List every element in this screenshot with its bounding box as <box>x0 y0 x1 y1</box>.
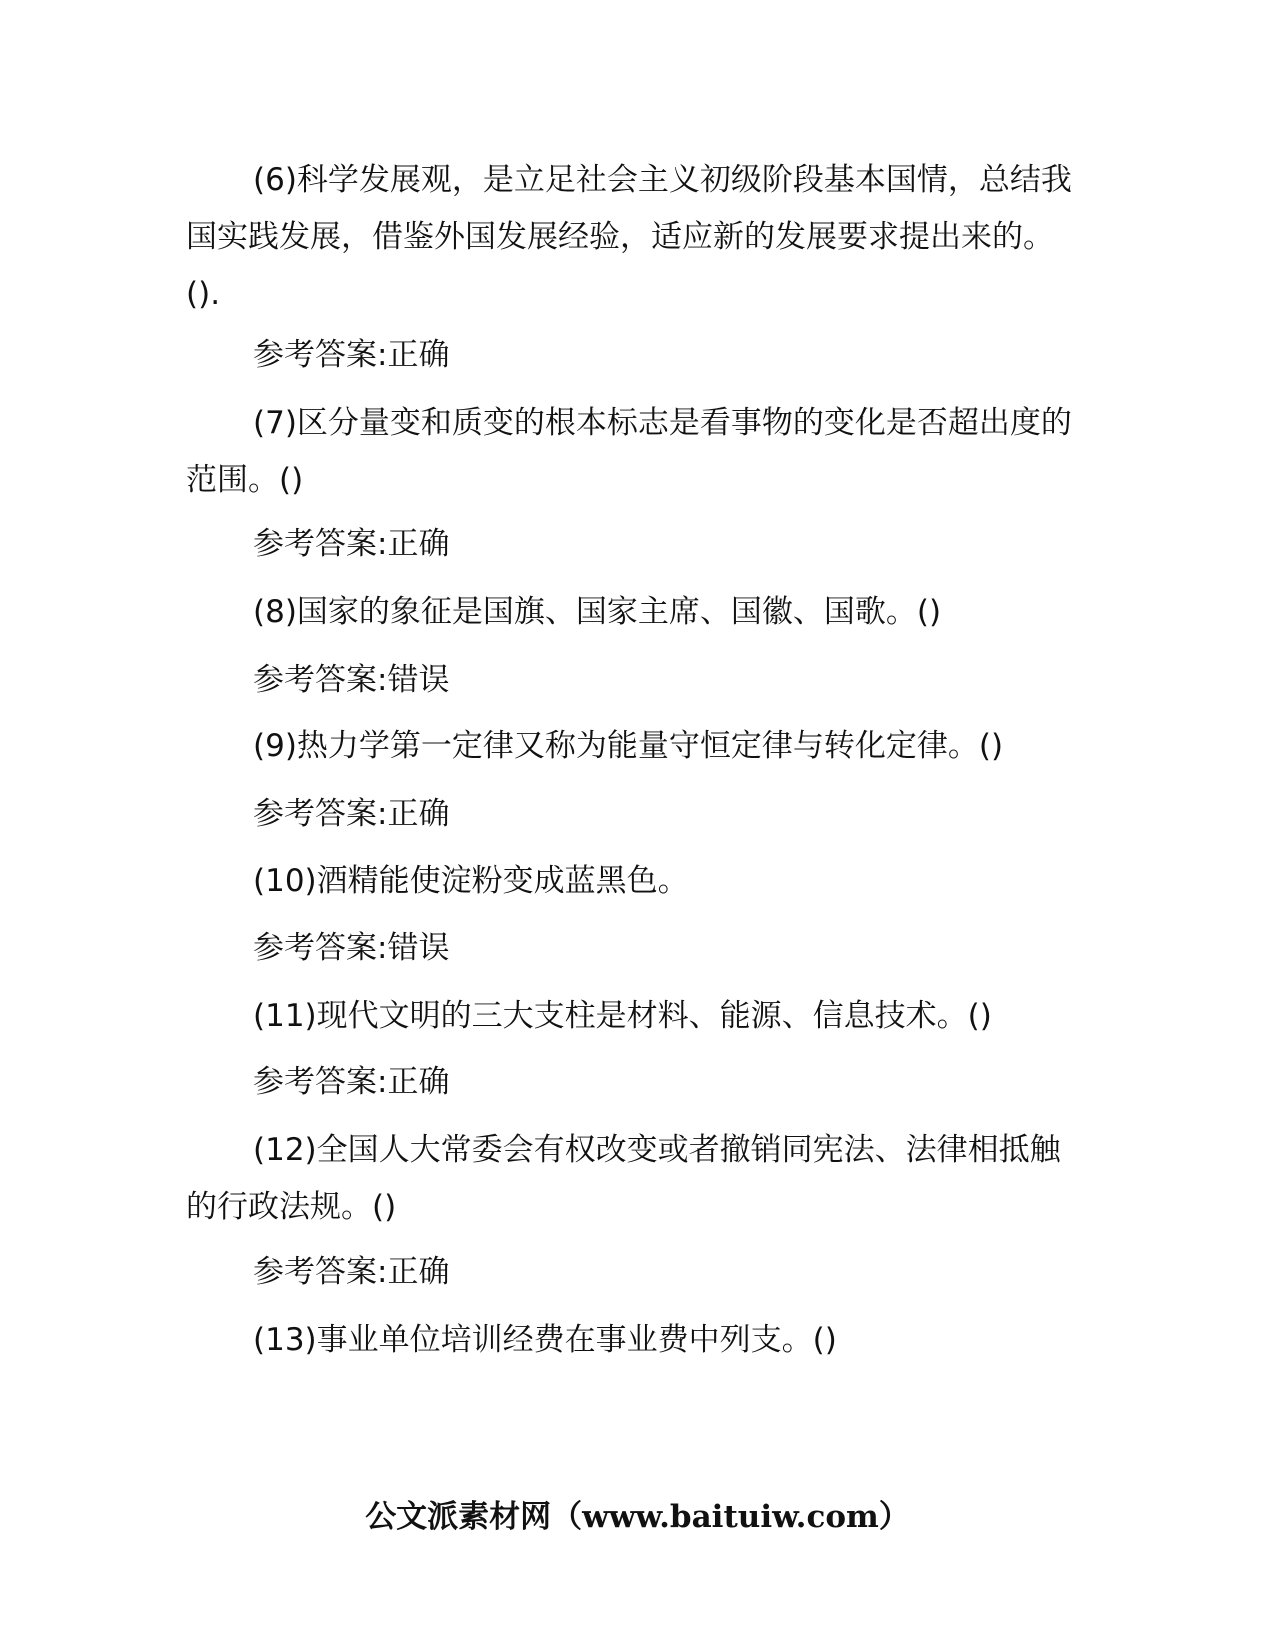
answer-6: 参考答案:正确 <box>253 337 450 373</box>
answer-12: 参考答案:正确 <box>253 1254 450 1290</box>
answer-8: 参考答案:错误 <box>253 662 450 698</box>
question-7: (7)区分量变和质变的根本标志是看事物的变化是否超出度的范围。() <box>186 405 1072 498</box>
question-11: (11)现代文明的三大支柱是材料、能源、信息技术。() <box>253 998 992 1034</box>
answer-7: 参考答案:正确 <box>253 526 450 562</box>
answer-9: 参考答案:正确 <box>253 796 450 832</box>
answer-10: 参考答案:错误 <box>253 930 450 966</box>
question-10: (10)酒精能使淀粉变成蓝黑色。 <box>253 863 689 899</box>
question-12: (12)全国人大常委会有权改变或者撤销同宪法、法律相抵触的行政法规。() <box>186 1132 1061 1225</box>
question-6: (6)科学发展观，是立足社会主义初级阶段基本国情，总结我国实践发展，借鉴外国发展经验，适应新的发展要求提出来的。(). <box>186 162 1072 312</box>
answer-11: 参考答案:正确 <box>253 1064 450 1100</box>
footer-source: 公文派素材网（www.baituiw.com） <box>365 1499 910 1535</box>
question-8: (8)国家的象征是国旗、国家主席、国徽、国歌。() <box>253 594 942 630</box>
question-9: (9)热力学第一定律又称为能量守恒定律与转化定律。() <box>253 728 1004 764</box>
question-13: (13)事业单位培训经费在事业费中列支。() <box>253 1322 837 1358</box>
